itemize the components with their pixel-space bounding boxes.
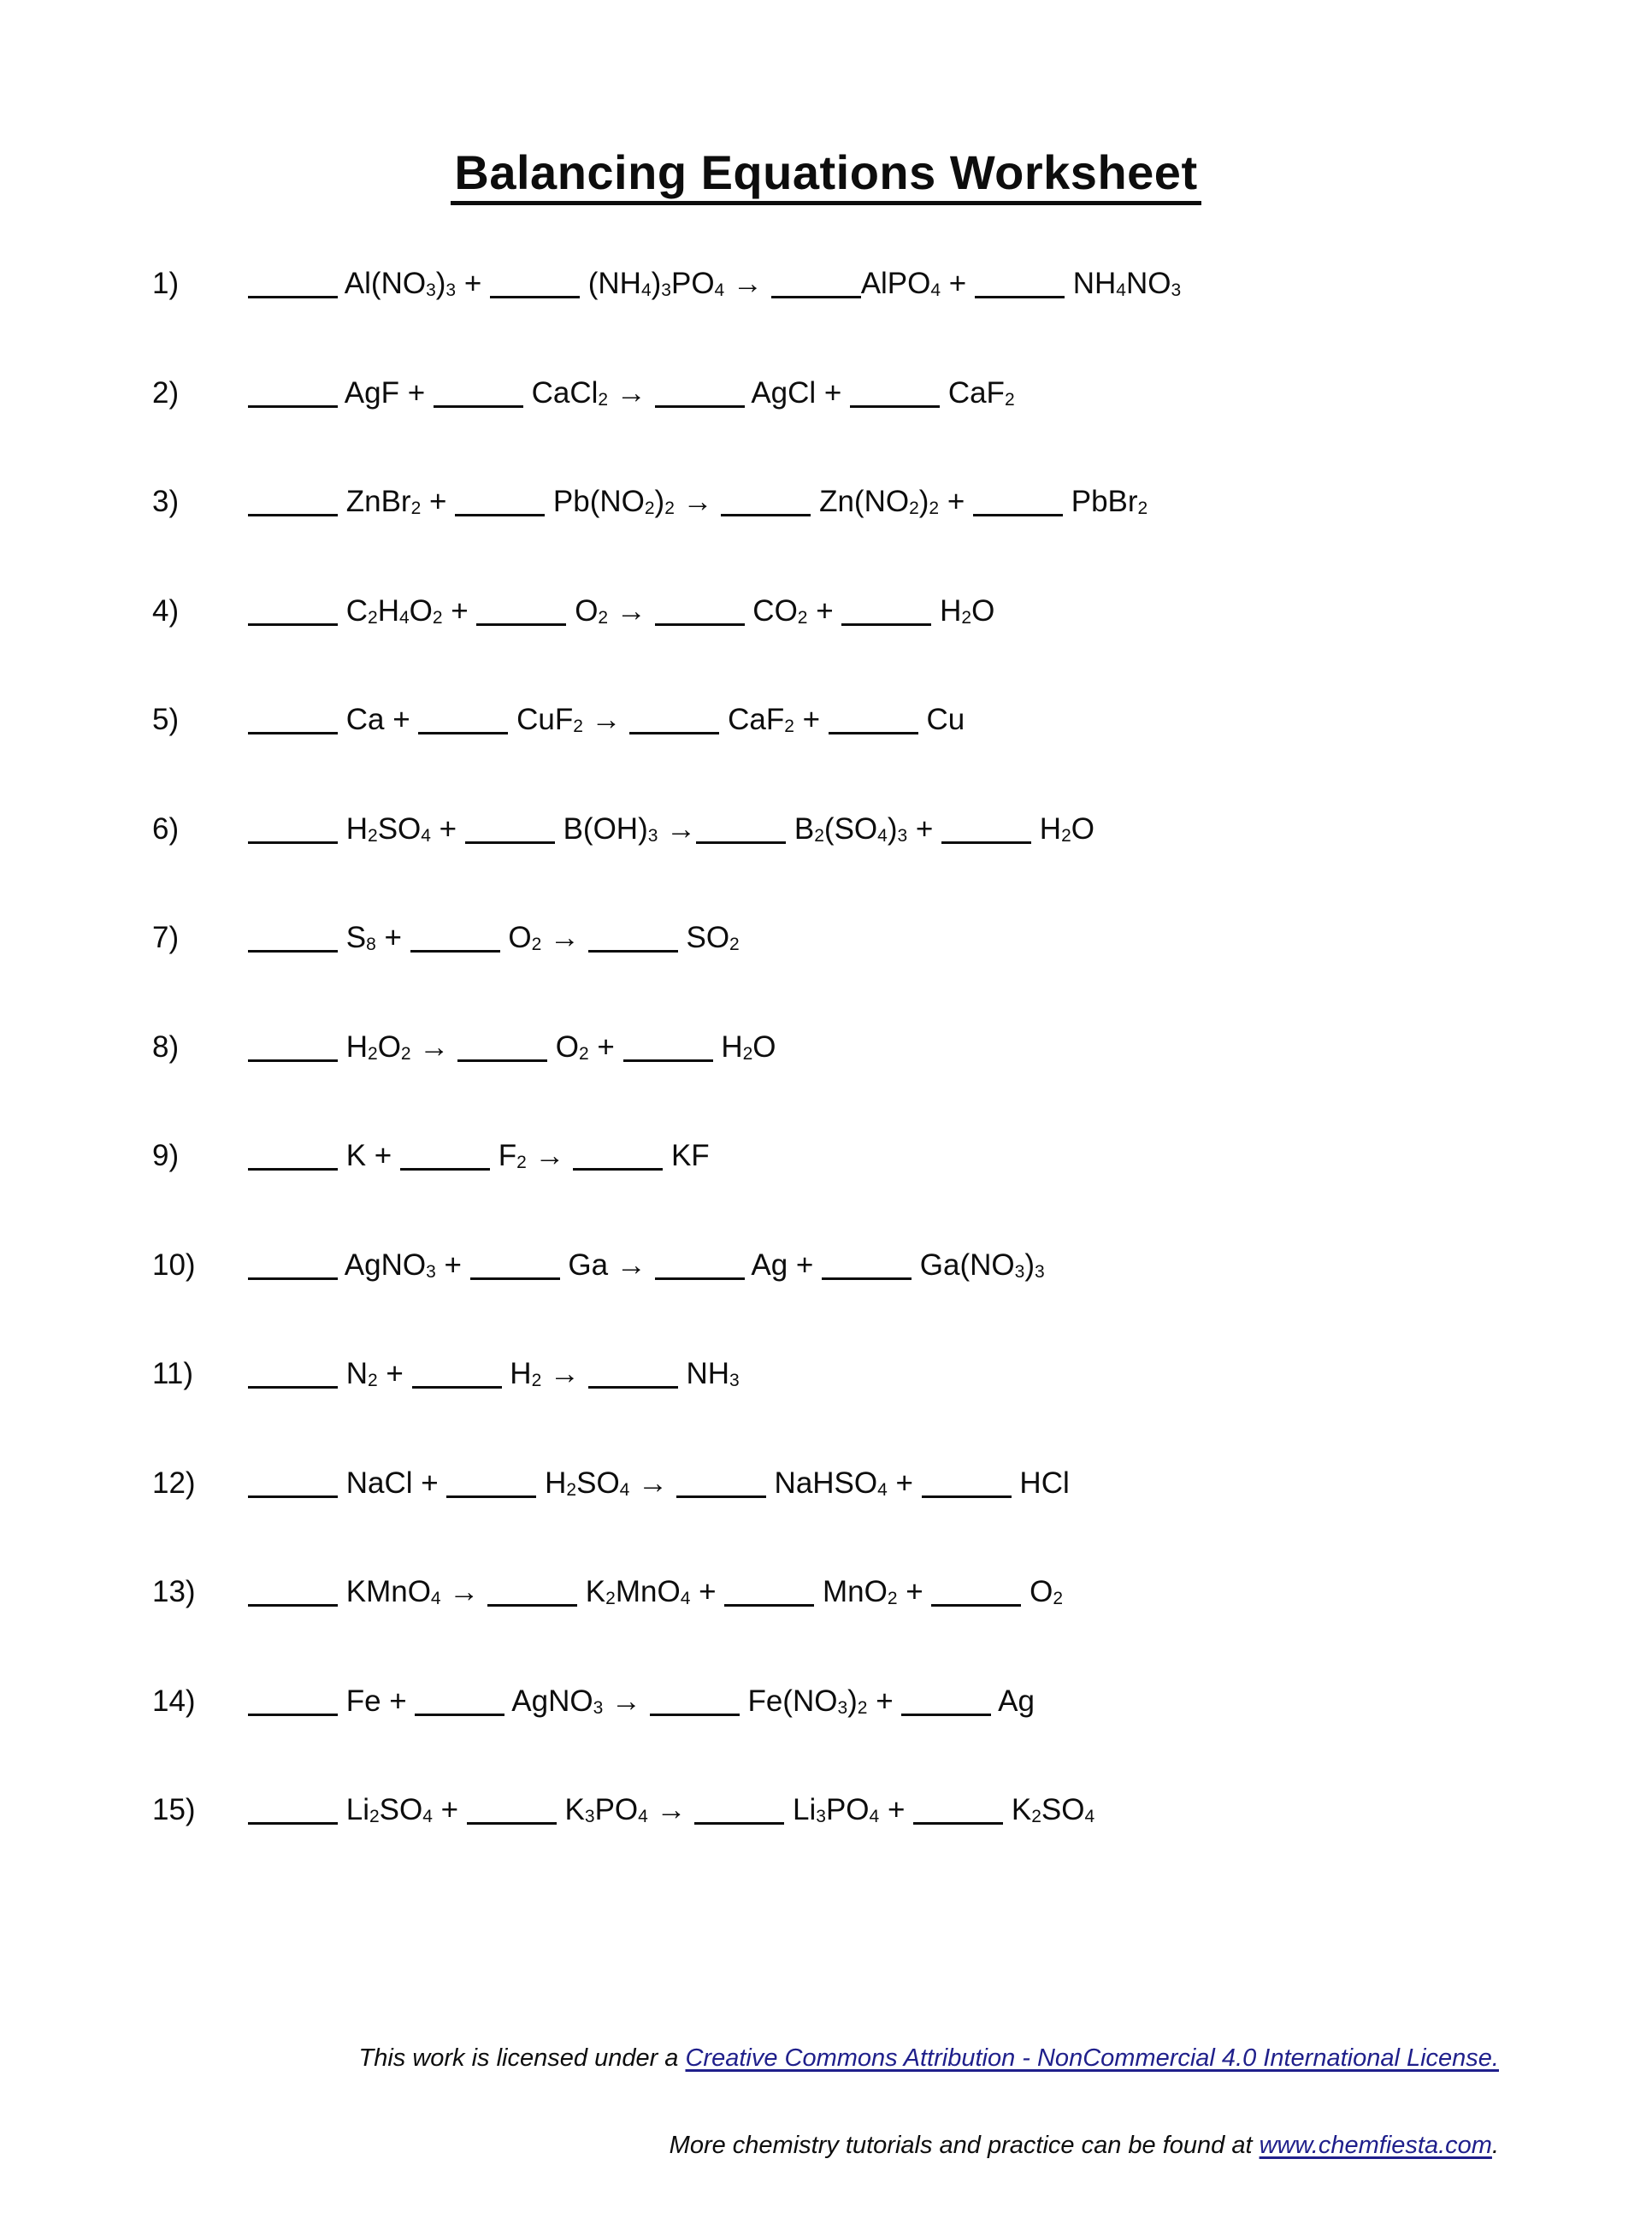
coefficient-blank[interactable] [629, 730, 719, 734]
formula-text: $H_2SO_4$ + [338, 812, 465, 846]
equation-number: 6) [152, 812, 180, 846]
formula-text: CaF$_2$ + [719, 703, 829, 736]
equation-row [152, 375, 1015, 412]
coefficient-blank[interactable] [446, 1494, 536, 1498]
coefficient-blank[interactable] [455, 512, 545, 516]
coefficient-blank[interactable] [248, 294, 338, 298]
equation-row [152, 701, 965, 739]
formula-text: CuF$_2$ → [508, 703, 630, 736]
formula-text: NaCl + [338, 1466, 447, 1500]
equation-expression [248, 1030, 776, 1064]
formula-text: $Zn(NO_2)_2$ + [811, 485, 973, 518]
formula-text: CaF$_2$ [940, 376, 1015, 410]
coefficient-blank[interactable] [694, 1820, 784, 1825]
equation-number: 3) [152, 485, 180, 518]
license-line [358, 2044, 1499, 2073]
creative-commons-license-link[interactable]: Creative Commons Attribution - NonCommercial 4.0 International License. [685, 2044, 1499, 2072]
coefficient-blank[interactable] [418, 730, 508, 734]
equation-number: 10) [152, 1248, 196, 1282]
formula-text: $C_2H_4O_2$ + [338, 594, 477, 628]
equation-row [152, 1683, 1035, 1720]
equation-expression [248, 1357, 740, 1390]
equation-row [152, 1247, 1045, 1284]
formula-text: $NH_3$ [677, 1357, 740, 1390]
coefficient-blank[interactable] [901, 1712, 991, 1716]
coefficient-blank[interactable] [573, 1166, 663, 1171]
equation-row [152, 1137, 710, 1175]
formula-text: $S_8$ + [338, 921, 410, 954]
coefficient-blank[interactable] [248, 1602, 338, 1607]
coefficient-blank[interactable] [588, 948, 678, 953]
coefficient-blank[interactable] [248, 1820, 338, 1825]
formula-text: $Pb(NO_2)_2$ → [545, 485, 722, 518]
coefficient-blank[interactable] [467, 1820, 557, 1825]
equation-expression [248, 1248, 1045, 1282]
coefficient-blank[interactable] [829, 730, 918, 734]
coefficient-blank[interactable] [841, 622, 931, 626]
formula-text: KMnO$_4$ → [338, 1575, 488, 1608]
equation-number: 13) [152, 1575, 196, 1608]
coefficient-blank[interactable] [457, 1058, 547, 1062]
coefficient-blank[interactable] [655, 404, 745, 408]
coefficient-blank[interactable] [771, 294, 861, 298]
equation-expression [248, 1139, 710, 1172]
coefficient-blank[interactable] [248, 840, 338, 844]
more-tutorials-text: More chemistry tutorials and practice can be found at [669, 2132, 1260, 2159]
coefficient-blank[interactable] [973, 512, 1063, 516]
equation-number: 1) [152, 267, 180, 300]
coefficient-blank[interactable] [922, 1494, 1012, 1498]
formula-text: $H_2O$ [1031, 812, 1094, 846]
formula-text: AlPO$_4$ + [860, 267, 975, 300]
formula-text: Ga → [559, 1248, 655, 1282]
coefficient-blank[interactable] [248, 1494, 338, 1498]
formula-text: $Ga(NO_3)_3$ [912, 1248, 1045, 1282]
formula-text: AgNO$_3$ → [504, 1684, 650, 1718]
formula-text: KF [663, 1139, 710, 1172]
formula-text: HCl [1011, 1466, 1070, 1500]
equation-row [152, 483, 1148, 521]
coefficient-blank[interactable] [400, 1166, 490, 1171]
equation-expression [248, 812, 1094, 846]
formula-text: $H_2O$ [931, 594, 995, 628]
coefficient-blank[interactable] [721, 512, 811, 516]
coefficient-blank[interactable] [248, 1058, 338, 1062]
coefficient-blank[interactable] [410, 948, 500, 953]
coefficient-blank[interactable] [676, 1494, 766, 1498]
formula-text: $CO_2$ + [744, 594, 842, 628]
coefficient-blank[interactable] [724, 1602, 814, 1607]
coefficient-blank[interactable] [248, 730, 338, 734]
formula-text: $O_2$ → [566, 594, 655, 628]
formula-text: Ag [991, 1684, 1035, 1718]
equation-row [152, 1355, 740, 1393]
coefficient-blank[interactable] [655, 622, 745, 626]
equation-number: 7) [152, 921, 180, 954]
formula-text: $O_2$ [1021, 1575, 1064, 1608]
equation-expression [248, 1684, 1035, 1718]
formula-text: PbBr$_2$ [1063, 485, 1148, 518]
equation-row [152, 811, 1094, 848]
equation-expression [248, 485, 1148, 518]
equation-expression [248, 1466, 1070, 1500]
coefficient-blank[interactable] [476, 622, 566, 626]
equation-expression [248, 376, 1015, 410]
coefficient-blank[interactable] [415, 1712, 504, 1716]
formula-text: $B(OH)_3$ → [554, 812, 697, 846]
formula-text: Ca + [338, 703, 419, 736]
formula-text: $H_2$ → [501, 1357, 588, 1390]
equation-number: 11) [152, 1357, 193, 1390]
equation-number: 8) [152, 1030, 180, 1064]
coefficient-blank[interactable] [248, 948, 338, 953]
formula-text: $H_2SO_4$ → [536, 1466, 676, 1500]
equation-number: 15) [152, 1793, 196, 1826]
equation-row [152, 1791, 1094, 1829]
more-tutorials-line [358, 2131, 1499, 2160]
equation-row [152, 1465, 1070, 1502]
formula-text: $(NH_4)_3PO_4$ → [580, 267, 771, 300]
coefficient-blank[interactable] [822, 1276, 912, 1280]
coefficient-blank[interactable] [248, 1712, 338, 1716]
formula-text: AgCl + [744, 376, 851, 410]
coefficient-blank[interactable] [434, 404, 523, 408]
formula-text: Ag + [744, 1248, 823, 1282]
equation-number: 5) [152, 703, 180, 736]
equation-number: 9) [152, 1139, 180, 1172]
formula-text: MnO$_2$ + [814, 1575, 932, 1608]
formula-text: $Fe(NO_3)_2$ + [739, 1684, 902, 1718]
coefficient-blank[interactable] [490, 294, 580, 298]
coefficient-blank[interactable] [975, 294, 1065, 298]
equation-number: 12) [152, 1466, 196, 1500]
formula-text: $H_2O_2$ → [338, 1030, 458, 1064]
formula-text: $K_2MnO_4$ + [577, 1575, 725, 1608]
equation-row [152, 1029, 776, 1066]
equation-expression [248, 1793, 1094, 1826]
coefficient-blank[interactable] [931, 1602, 1021, 1607]
formula-text: $K_3PO_4$ → [556, 1793, 695, 1826]
license-text: This work is licensed under a [358, 2044, 686, 2072]
coefficient-blank[interactable] [487, 1602, 577, 1607]
formula-text: $O_2$ → [499, 921, 588, 954]
coefficient-blank[interactable] [850, 404, 940, 408]
coefficient-blank[interactable] [941, 840, 1031, 844]
formula-text: $B_2(SO_4)_3$ + [786, 812, 942, 846]
coefficient-blank[interactable] [248, 1276, 338, 1280]
coefficient-blank[interactable] [655, 1276, 745, 1280]
equation-row [152, 593, 994, 630]
formula-text: $Al(NO_3)_3$ + [338, 267, 490, 300]
formula-text: NaHSO$_4$ + [765, 1466, 922, 1500]
formula-text: Cu [917, 703, 965, 736]
coefficient-blank[interactable] [248, 512, 338, 516]
page-title: Balancing Equations Worksheet [451, 145, 1201, 205]
formula-text: $Li_2SO_4$ + [338, 1793, 467, 1826]
equation-expression [248, 594, 994, 628]
equation-number: 4) [152, 594, 180, 628]
formula-text: $H_2O$ [712, 1030, 776, 1064]
formula-text: $Li_3PO_4$ + [784, 1793, 914, 1826]
formula-text: AgNO$_3$ + [338, 1248, 470, 1282]
equation-expression [248, 267, 1181, 300]
formula-text: $SO_2$ [677, 921, 740, 954]
formula-text: ZnBr$_2$ + [338, 485, 456, 518]
equation-expression [248, 703, 965, 736]
coefficient-blank[interactable] [412, 1384, 502, 1389]
coefficient-blank[interactable] [248, 622, 338, 626]
formula-text: CaCl$_2$ → [522, 376, 655, 410]
formula-text: Fe + [338, 1684, 416, 1718]
equation-row [152, 1573, 1063, 1611]
equation-expression [248, 1575, 1063, 1608]
equation-number: 14) [152, 1684, 196, 1718]
coefficient-blank[interactable] [465, 840, 555, 844]
coefficient-blank[interactable] [650, 1712, 740, 1716]
equation-row [152, 265, 1181, 303]
coefficient-blank[interactable] [696, 840, 786, 844]
chemfiesta-link[interactable]: www.chemfiesta.com [1259, 2132, 1492, 2159]
coefficient-blank[interactable] [248, 1384, 338, 1389]
formula-text: $K_2SO_4$ [1003, 1793, 1095, 1826]
equation-expression [248, 921, 740, 954]
coefficient-blank[interactable] [623, 1058, 713, 1062]
sentence-period: . [1491, 2132, 1499, 2159]
formula-text: $O_2$ + [547, 1030, 623, 1064]
coefficient-blank[interactable] [248, 404, 338, 408]
formula-text: $NH_4NO_3$ [1064, 267, 1182, 300]
equation-number: 2) [152, 376, 180, 410]
license-footer [358, 1985, 1499, 2218]
coefficient-blank[interactable] [470, 1276, 560, 1280]
formula-text: $N_2$ + [338, 1357, 412, 1390]
coefficient-blank[interactable] [913, 1820, 1003, 1825]
equation-row [152, 919, 740, 957]
formula-text: AgF + [338, 376, 434, 410]
coefficient-blank[interactable] [588, 1384, 678, 1389]
formula-text: $F_2$ → [489, 1139, 574, 1172]
formula-text: K + [338, 1139, 400, 1172]
coefficient-blank[interactable] [248, 1166, 338, 1171]
